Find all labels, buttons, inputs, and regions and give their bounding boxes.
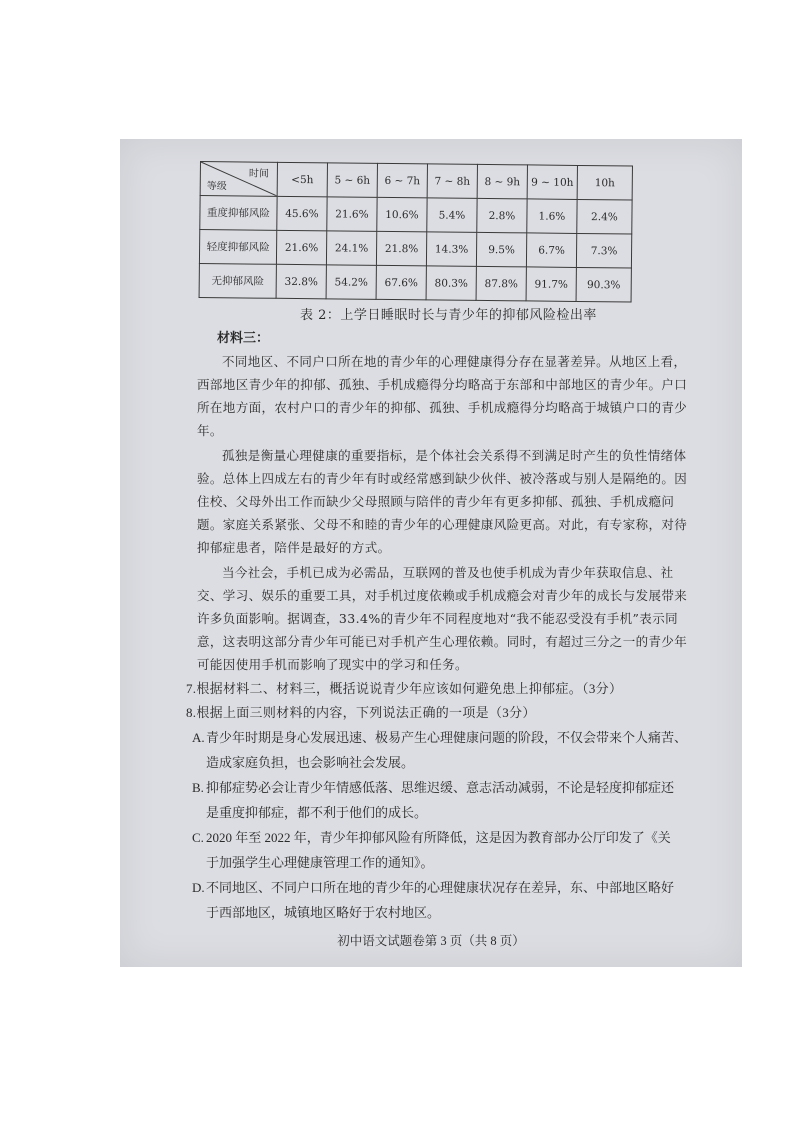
col-header: 5 ~ 6h <box>327 163 377 198</box>
table-cell: 45.6% <box>277 196 327 231</box>
material-paragraph-1: 不同地区、不同户口所在地的青少年的心理健康得分存在显著差异。从地区上看，西部地区青少年的抑郁、孤独、手机成瘾得分均略高于东部和中部地区的青少年。户口所在地方面，农村户口的青少年的抑郁、孤独、手机成瘾得分均略高于城镇户口的青少年。 <box>197 354 688 438</box>
material-paragraph-2: 孤独是衡量心理健康的重要指标，是个体社会关系得不到满足时产生的负性情绪体验。总体上四成左右的青少年有时或经常感到缺少伙伴、被冷落或与别人是隔绝的。因住校、父母外出工作而缺少父母照顾与陪伴的青少年有更多抑郁、孤独、手机成瘾问题。家庭关系紧张、父母不和睦的青少年的心理健康风险更高。对此，有专家称，对待抑郁症患者，陪伴是最好的方式。 <box>197 448 688 555</box>
table-row <box>199 263 631 302</box>
col-header: <5h <box>277 162 327 197</box>
option-b <box>192 775 707 825</box>
option-label: C. <box>192 830 204 845</box>
risk-table <box>199 161 633 303</box>
col-header: 9 ~ 10h <box>527 165 577 200</box>
option-text-cont: 造成家庭负担，也会影响社会发展。 <box>206 755 415 770</box>
table-cell: 90.3% <box>576 267 631 302</box>
col-header: 6 ~ 7h <box>377 163 427 198</box>
table-row <box>199 230 631 269</box>
question-7: 7.根据材料二、材料三，概括说说青少年应该如何避免患上抑郁症。（3分） <box>186 681 623 696</box>
table-row <box>200 196 632 235</box>
table-cell: 21.8% <box>376 231 426 266</box>
material-three-title: 材料三： <box>217 331 270 346</box>
option-text: 抑郁症势必会让青少年情感低落、思维迟缓、意志活动减弱，不论是轻度抑郁症还 <box>206 780 675 795</box>
table-header-row <box>200 162 632 201</box>
option-text: 不同地区、不同户口所在地的青少年的心理健康状况存在差异，东、中部地区略好 <box>206 880 675 895</box>
option-c <box>192 825 707 875</box>
table-cell: 67.6% <box>376 265 426 300</box>
header-time: 时间 <box>248 168 269 180</box>
col-header: 7 ~ 8h <box>427 164 477 199</box>
option-label: B. <box>192 780 204 795</box>
table-cell: 14.3% <box>426 232 476 267</box>
option-a <box>192 725 707 775</box>
table-cell: 21.6% <box>327 197 377 232</box>
material-paragraph-3: 当今社会，手机已成为必需品，互联网的普及也使手机成为青少年获取信息、社交、学习、娱乐的重要工具，对手机过度依赖或手机成瘾会对青少年的成长与发展带来许多负面影响。据调查，33.4%的青少年不同程度地对“我不能忍受没有手机”表示同意，这表明这部分青少年可能已对手机产生心理依赖。同时，有超过三分之一的青少年可能因使用手机而影响了现实中的学习和任务。 <box>197 565 688 672</box>
row-label: 重度抑郁风险 <box>200 196 277 231</box>
question-8: 8.根据上面三则材料的内容，下列说法正确的一项是（3分） <box>186 705 536 720</box>
table-cell: 91.7% <box>526 267 576 302</box>
table-caption: 表 2：上学日睡眠时长与青少年的抑郁风险检出率 <box>300 308 597 323</box>
table-cell: 21.6% <box>276 230 326 265</box>
option-text: 青少年时期是身心发展迅速、极易产生心理健康问题的阶段，不仅会带来个人痛苦、 <box>206 730 688 745</box>
table-cell: 2.4% <box>577 199 632 234</box>
diagonal-header-cell <box>200 162 277 197</box>
option-label: A. <box>192 730 205 745</box>
table-cell: 1.6% <box>527 199 577 234</box>
option-text-cont: 是重度抑郁症，都不利于他们的成长。 <box>206 805 428 820</box>
table-cell: 2.8% <box>477 198 527 233</box>
table-cell: 5.4% <box>427 198 477 233</box>
exam-page <box>120 139 742 967</box>
row-label: 轻度抑郁风险 <box>199 230 276 265</box>
table-cell: 54.2% <box>326 265 376 300</box>
col-header: 8 ~ 9h <box>477 164 527 199</box>
header-grade: 等级 <box>206 181 227 193</box>
page-footer: 初中语文试题卷第 3 页（共 8 页） <box>337 934 525 948</box>
table-cell: 9.5% <box>476 232 526 267</box>
table-cell: 32.8% <box>276 264 326 299</box>
option-text-cont: 于加强学生心理健康管理工作的通知》。 <box>206 855 434 870</box>
table-cell: 24.1% <box>326 231 376 266</box>
table-cell: 87.8% <box>476 266 526 301</box>
table-cell: 6.7% <box>526 233 576 268</box>
table-cell: 80.3% <box>426 266 476 301</box>
col-header: 10h <box>577 165 632 200</box>
option-label: D. <box>192 880 205 895</box>
row-label: 无抑郁风险 <box>199 263 276 298</box>
table-cell: 10.6% <box>377 197 427 232</box>
option-text: 2020 年至 2022 年，青少年抑郁风险有所降低，这是因为教育部办公厅印发了《关 <box>206 830 671 845</box>
option-text-cont: 于西部地区，城镇地区略好于农村地区。 <box>206 905 441 920</box>
option-d <box>192 875 707 925</box>
table-cell: 7.3% <box>576 233 631 268</box>
